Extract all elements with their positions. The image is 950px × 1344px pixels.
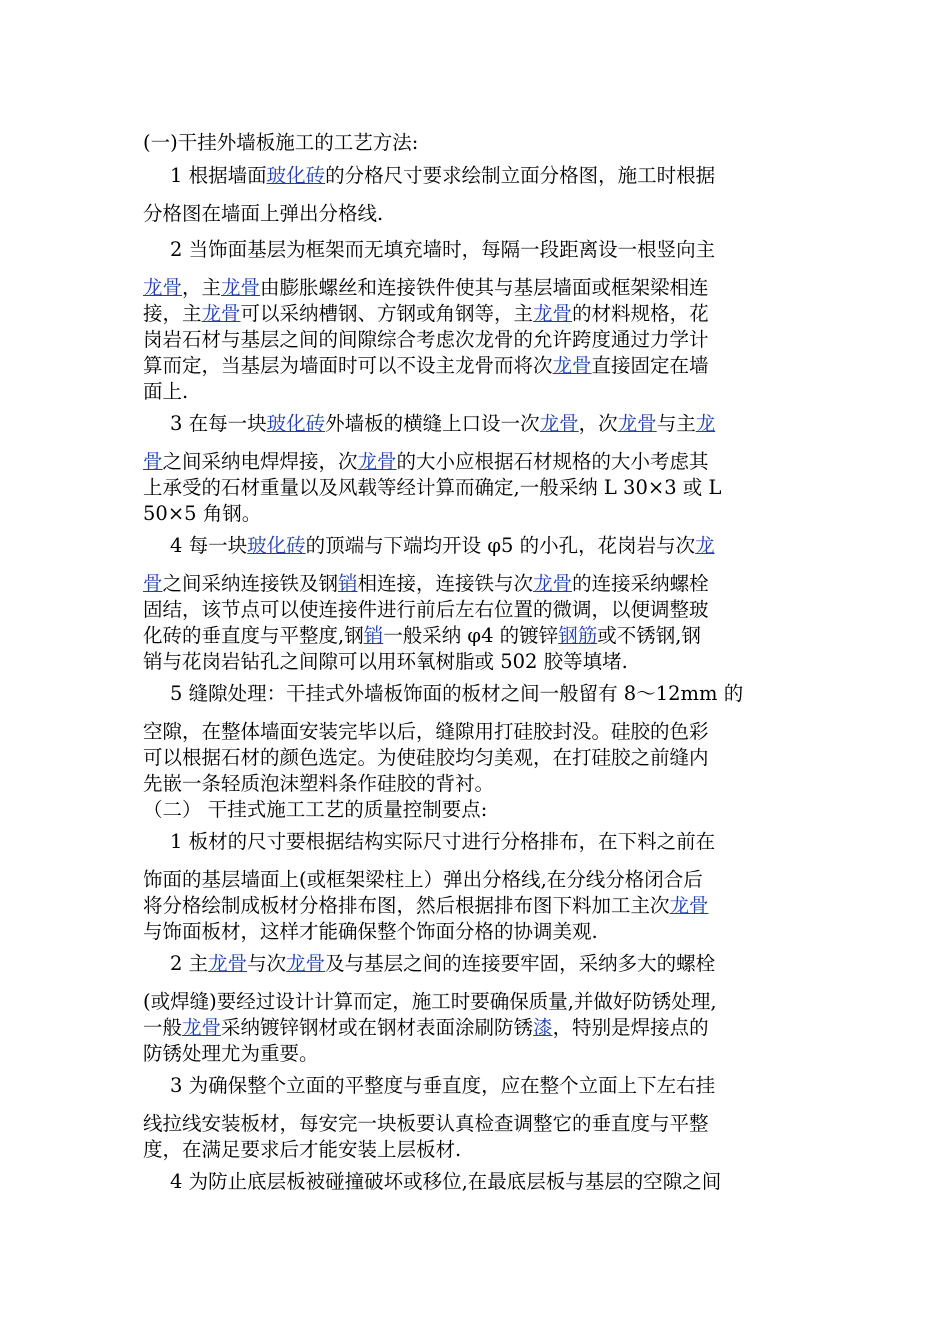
text-segment: ，次 <box>578 412 618 435</box>
text-segment: 与饰面板材，这样才能确保整个饰面分格的协调美观. <box>143 920 598 943</box>
text-segment: 饰面的基层墙面上(或框架梁柱上）弹出分格线,在分线分格闭合后 <box>143 868 703 891</box>
keyword-link[interactable]: 龙骨 <box>221 276 261 299</box>
text-segment: 之间采纳电焊焊接，次 <box>162 450 358 473</box>
keyword-link[interactable]: 龙骨 <box>286 952 326 975</box>
text-segment: 上承受的石材重量以及风载等经计算而确定,一般采纳 L 30×3 或 L <box>143 476 722 499</box>
keyword-link[interactable]: 龙骨 <box>143 276 183 299</box>
text-segment: 的大小应根据石材规格的大小考虑其 <box>396 450 709 473</box>
text-line <box>170 237 805 263</box>
text-segment: 的材料规格，花 <box>572 302 709 325</box>
text-line <box>143 475 805 501</box>
keyword-link[interactable]: 龙骨 <box>533 302 573 325</box>
text-line <box>143 201 805 227</box>
text-line <box>143 649 805 675</box>
text-segment: 1 板材的尺寸要根据结构实际尺寸进行分格排布，在下料之前在 <box>170 830 716 853</box>
text-segment: 分格图在墙面上弹出分格线. <box>143 202 384 225</box>
text-segment: 可以采纳槽钢、方钢或角钢等，主 <box>240 302 534 325</box>
text-line <box>170 163 805 189</box>
text-line <box>143 597 805 623</box>
text-segment: (或焊缝)要经过设计计算而定，施工时要确保质量,并做好防锈处理, <box>143 990 717 1013</box>
text-segment: 接，主 <box>143 302 202 325</box>
keyword-link[interactable]: 龙骨 <box>533 572 573 595</box>
text-segment: 3 为确保整个立面的平整度与垂直度，应在整个立面上下左右挂 <box>170 1074 716 1097</box>
text-segment: 2 主 <box>170 952 209 975</box>
text-line <box>143 745 805 771</box>
text-segment: 固结，该节点可以使连接件进行前后左右位置的微调，以便调整玻 <box>143 598 709 621</box>
text-line <box>143 1041 805 1067</box>
text-line <box>143 893 805 919</box>
text-segment: ，主 <box>182 276 222 299</box>
text-line <box>143 353 805 379</box>
keyword-link[interactable]: 销 <box>363 624 384 647</box>
text-line <box>143 327 805 353</box>
text-segment: 直接固定在墙 <box>591 354 709 377</box>
text-line <box>143 989 805 1015</box>
text-segment: 或不锈钢,钢 <box>597 624 701 647</box>
text-line <box>170 829 805 855</box>
text-segment: 的分格尺寸要求绘制立面分格图，施工时根据 <box>325 164 716 187</box>
keyword-link[interactable]: 龙骨 <box>182 1016 222 1039</box>
text-segment: 的连接采纳螺栓 <box>572 572 709 595</box>
keyword-link[interactable]: 龙骨 <box>208 952 248 975</box>
text-segment: 1 根据墙面 <box>170 164 267 187</box>
keyword-link[interactable]: 龙骨 <box>617 412 657 435</box>
text-segment: 3 在每一块 <box>170 412 267 435</box>
text-segment: 与主 <box>656 412 696 435</box>
text-line <box>143 919 805 945</box>
text-line <box>143 867 805 893</box>
keyword-link[interactable]: 销 <box>338 572 358 595</box>
keyword-link[interactable]: 龙 <box>695 412 716 435</box>
text-segment: 一般采纳 φ4 的镀锌 <box>383 624 559 647</box>
keyword-link[interactable]: 骨 <box>143 572 163 595</box>
text-line <box>143 449 805 475</box>
text-segment: 的顶端与下端均开设 φ5 的小孔，花岗岩与次 <box>305 534 696 557</box>
text-line <box>143 771 805 797</box>
text-line <box>143 130 805 156</box>
keyword-link[interactable]: 龙骨 <box>201 302 241 325</box>
text-line <box>170 1169 805 1195</box>
keyword-link[interactable]: 玻化砖 <box>247 534 306 557</box>
text-segment: 先嵌一条轻质泡沫塑料条作硅胶的背衬。 <box>143 772 495 795</box>
keyword-link[interactable]: 龙骨 <box>552 354 592 377</box>
text-segment: 防锈处理尤为重要。 <box>143 1042 319 1065</box>
text-segment: 5 缝隙处理：干挂式外墙板饰面的板材之间一般留有 8～12mm 的 <box>170 682 744 705</box>
text-line <box>143 1137 805 1163</box>
text-line <box>143 797 805 823</box>
keyword-link[interactable]: 龙 <box>695 534 715 557</box>
text-segment: 一般 <box>143 1016 183 1039</box>
keyword-link[interactable]: 龙骨 <box>357 450 397 473</box>
text-segment: 外墙板的横缝上口设一次 <box>325 412 540 435</box>
text-segment: 由膨胀螺丝和连接铁件使其与基层墙面或框架梁相连 <box>260 276 709 299</box>
text-line <box>143 501 805 527</box>
text-segment: 将分格绘制成板材分格排布图，然后根据排布图下料加工主次 <box>143 894 670 917</box>
text-segment: 线拉线安装板材，每安完一块板要认真检查调整它的垂直度与平整 <box>143 1112 709 1135</box>
text-segment: 相连接，连接铁与次 <box>357 572 534 595</box>
text-line <box>143 379 805 405</box>
text-line <box>170 1073 805 1099</box>
keyword-link[interactable]: 钢筋 <box>558 624 598 647</box>
text-segment: 可以根据石材的颜色选定。为使硅胶均匀美观，在打硅胶之前缝内 <box>143 746 709 769</box>
text-segment: 与次 <box>247 952 287 975</box>
text-segment: 及与基层之间的连接要牢固，采纳多大的螺栓 <box>325 952 716 975</box>
text-segment: ，特别是焊接点的 <box>552 1016 709 1039</box>
text-segment: 采纳镀锌钢材或在钢材表面涂刷防锈 <box>221 1016 534 1039</box>
keyword-link[interactable]: 骨 <box>143 450 163 473</box>
text-line <box>170 411 805 437</box>
keyword-link[interactable]: 龙骨 <box>539 412 579 435</box>
text-line <box>170 951 805 977</box>
text-line <box>143 275 805 301</box>
text-line <box>143 571 805 597</box>
text-segment: 之间采纳连接铁及钢 <box>162 572 339 595</box>
text-segment: 空隙，在整体墙面安装完毕以后，缝隙用打硅胶封没。硅胶的色彩 <box>143 720 709 743</box>
text-segment: 算而定，当基层为墙面时可以不设主龙骨而将次 <box>143 354 553 377</box>
text-line <box>170 681 805 707</box>
text-line <box>143 623 805 649</box>
text-segment: 岗岩石材与基层之间的间隙综合考虑次龙骨的允许跨度通过力学计 <box>143 328 709 351</box>
text-line <box>143 1111 805 1137</box>
text-line <box>143 719 805 745</box>
text-segment: 销与花岗岩钻孔之间隙可以用环氧树脂或 502 胶等填堵. <box>143 650 628 673</box>
text-segment: (一)干挂外墙板施工的工艺方法: <box>143 131 419 154</box>
text-line <box>170 533 805 559</box>
text-segment: （二） 干挂式施工工艺的质量控制要点: <box>143 798 488 821</box>
keyword-link[interactable]: 漆 <box>533 1016 553 1039</box>
keyword-link[interactable]: 龙骨 <box>669 894 709 917</box>
text-line <box>143 1015 805 1041</box>
keyword-link[interactable]: 玻化砖 <box>266 164 326 187</box>
text-segment: 化砖的垂直度与平整度,钢 <box>143 624 364 647</box>
text-segment: 4 为防止底层板被碰撞破坏或移位,在最底层板与基层的空隙之间 <box>170 1170 722 1193</box>
text-segment: 面上. <box>143 380 189 403</box>
keyword-link[interactable]: 玻化砖 <box>266 412 326 435</box>
text-segment: 度，在满足要求后才能安装上层板材. <box>143 1138 462 1161</box>
text-segment: 50×5 角钢。 <box>143 502 262 525</box>
text-segment: 2 当饰面基层为框架而无填充墙时，每隔一段距离设一根竖向主 <box>170 238 716 261</box>
text-line <box>143 301 805 327</box>
text-segment: 4 每一块 <box>170 534 248 557</box>
